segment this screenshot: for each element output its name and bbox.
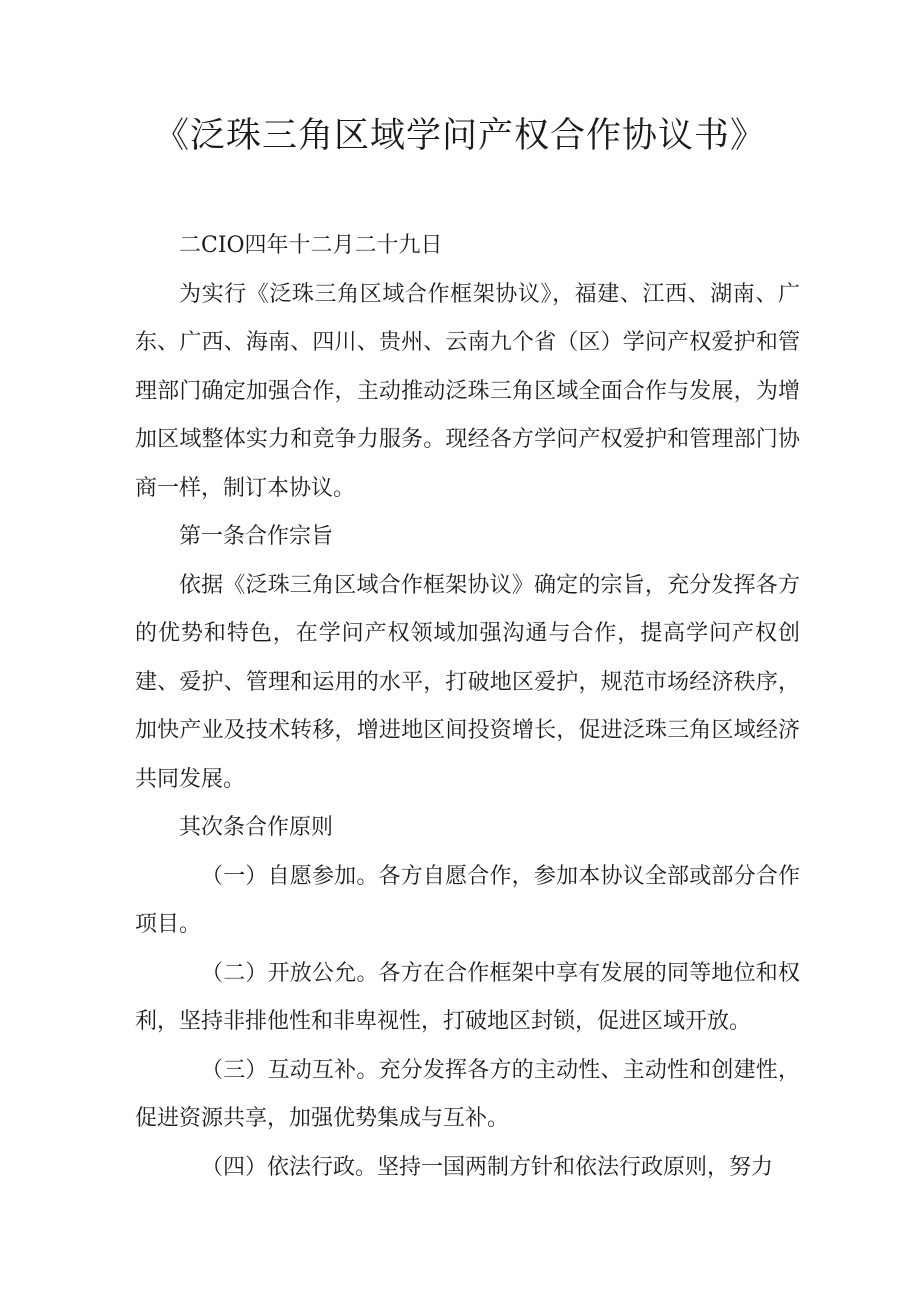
article-2-item: （四）依法行政。坚持一国两制方针和依法行政原则，努力	[201, 1154, 774, 1180]
article-2-item: （三）互动互补。充分发挥各方的主动性、主动性和创建性，促进资源共享，加强优势集成与互补。	[135, 1057, 800, 1131]
article-1-body: 依据《泛珠三角区域合作框架协议》确定的宗旨，充分发挥各方的优势和特色，在学问产权领域加强沟通与合作，提高学问产权创建、爱护、管理和运用的水平，打破地区爱护，规范市场经济秩序，加快产业及技术转移，增进地区间投资增长，促进泛珠三角区域经济共同发展。	[135, 572, 800, 792]
article-2-item: （一）自愿参加。各方自愿合作，参加本协议全部或部分合作项目。	[135, 863, 800, 937]
document-body	[135, 222, 800, 1192]
article-2-heading: 其次条合作原则	[179, 815, 334, 840]
article-2-item: （二）开放公允。各方在合作框架中享有发展的同等地位和权利，坚持非排他性和非卑视性，打破地区封锁，促进区域开放。	[135, 960, 800, 1034]
preamble-paragraph: 为实行《泛珠三角区域合作框架协议》，福建、江西、湖南、广东、广西、海南、四川、贵州、云南九个省（区）学问产权爱护和管理部门确定加强合作，主动推动泛珠三角区域全面合作与发展，为增加区域整体实力和竞争力服务。现经各方学问产权爱护和管理部门协商一样，制订本协议。	[135, 281, 800, 501]
document-title: 《泛珠三角区域学问产权合作协议书》	[153, 116, 766, 156]
article-1-heading: 第一条合作宗旨	[179, 524, 334, 549]
document-date: 二CIO四年十二月二十九日	[179, 233, 443, 258]
